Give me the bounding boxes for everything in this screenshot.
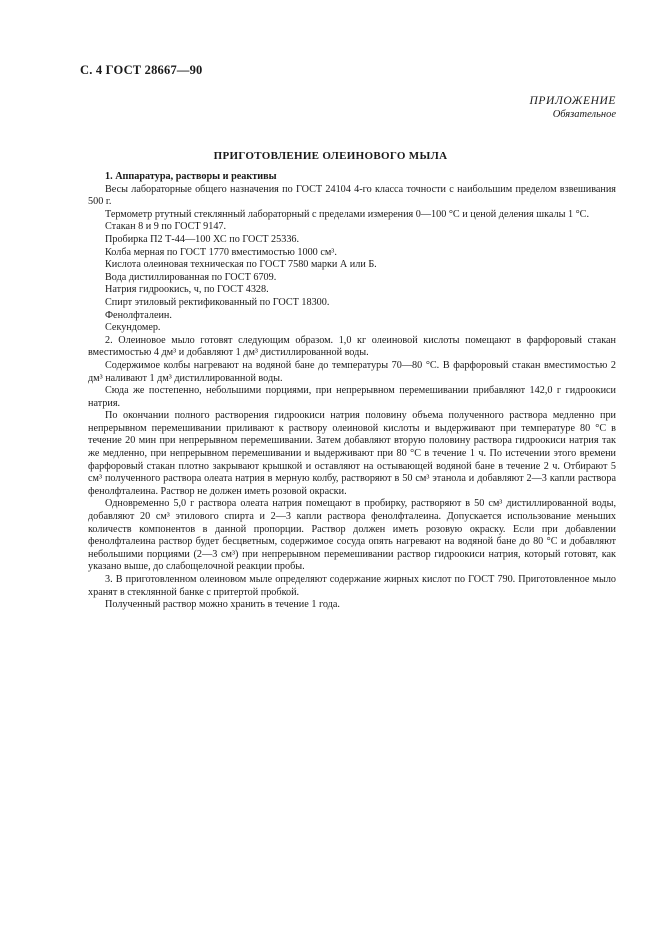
appendix-label: ПРИЛОЖЕНИЕ: [529, 95, 616, 107]
appendix-sublabel: Обязательное: [552, 109, 616, 120]
list-item: Спирт этиловый ректификованный по ГОСТ 18300.: [105, 296, 330, 308]
paragraph: По окончании полного растворения гидроокиси натрия половину объема полученного раствора медленно при непрерывном перемешивании приливают к раствору олеиновой кислоты и выдерживают при температуре 80 °С в течение 20 мин при непрерывном перемешивании. Затем добавляют вторую половину раствора гидроокиси натрия так же медленно, при непрерывном перемешивании и выдерживают при 80 °С в течение 1 ч. По истечении этого времени фарфоровый стакан плотно закрывают крышкой и оставляют на остывающей водяной бане в течение 2 ч. Отбирают 5 см³ полученного раствора олеата натрия в мерную колбу, растворяют в 50 см³ этанола и добавляют 2—3 капли раствора фенолфталеина. Раствор не должен иметь розовой окраски.: [88, 410, 616, 497]
paragraph: Термометр ртутный стеклянный лабораторный с пределами измерения 0—100 °С и ценой деления шкалы 1 °С.: [105, 208, 590, 220]
paragraph: Полученный раствор можно хранить в течение 1 года.: [105, 599, 340, 611]
list-item: Фенолфталеин.: [105, 309, 172, 321]
paragraph: Сюда же постепенно, небольшими порциями, при непрерывном перемешивании прибавляют 142,0 г гидроокиси натрия.: [88, 385, 616, 409]
paragraph: Одновременно 5,0 г раствора олеата натрия помещают в пробирку, растворяют в 50 см³ дистиллированной воды, добавляют 20 см³ этилового спирта и 2—3 капли раствора фенолфталеина. Допускается использование меньших количеств компонентов в данной пропорции. Раствор должен иметь розовую окраску. Если при добавлении фенолфталеина раствор будет бесцветным, содержимое сосуда опять нагревают на водяной бане до 80 °С и добавляют небольшими порциями (2—3 см³) при непрерывном перемешивании раствор гидроокиси натрия, который готовят, как указано выше, до слабощелочной реакции пробы.: [88, 498, 616, 573]
paragraph: 2. Олеиновое мыло готовят следующим образом. 1,0 кг олеиновой кислоты помещают в фарфоровый стакан вместимостью 4 дм³ и добавляют 1 дм³ дистиллированной воды.: [88, 334, 616, 359]
document-body: [88, 171, 616, 612]
list-item: Вода дистиллированная по ГОСТ 6709.: [105, 271, 277, 283]
list-item: Секундомер.: [105, 322, 161, 334]
paragraph: Весы лабораторные общего назначения по ГОСТ 24104 4-го класса точности с наибольшим пределом взвешивания 500 г.: [88, 183, 616, 208]
document-title: ПРИГОТОВЛЕНИЕ ОЛЕИНОВОГО МЫЛА: [213, 150, 448, 162]
list-item: Колба мерная по ГОСТ 1770 вместимостью 1000 см³.: [105, 246, 337, 258]
page-header: С. 4 ГОСТ 28667—90: [80, 63, 203, 77]
list-item: Натрия гидроокись, ч, по ГОСТ 4328.: [105, 284, 269, 296]
appendix-label-block: [530, 94, 616, 121]
paragraph: 3. В приготовленном олеиновом мыле определяют содержание жирных кислот по ГОСТ 790. Приготовленное мыло хранят в стеклянной банке с притертой пробкой.: [88, 574, 616, 598]
list-item: Стакан 8 и 9 по ГОСТ 9147.: [105, 221, 227, 233]
section-heading: 1. Аппаратура, растворы и реактивы: [105, 171, 277, 182]
list-item: Пробирка П2 Т-44—100 ХС по ГОСТ 25336.: [105, 233, 300, 245]
paragraph: Содержимое колбы нагревают на водяной бане до температуры 70—80 °С. В фарфоровый стакан вместимостью 2 дм³ наливают 1 дм³ дистиллированной воды.: [88, 359, 616, 384]
list-item: Кислота олеиновая техническая по ГОСТ 7580 марки А или Б.: [105, 259, 377, 271]
